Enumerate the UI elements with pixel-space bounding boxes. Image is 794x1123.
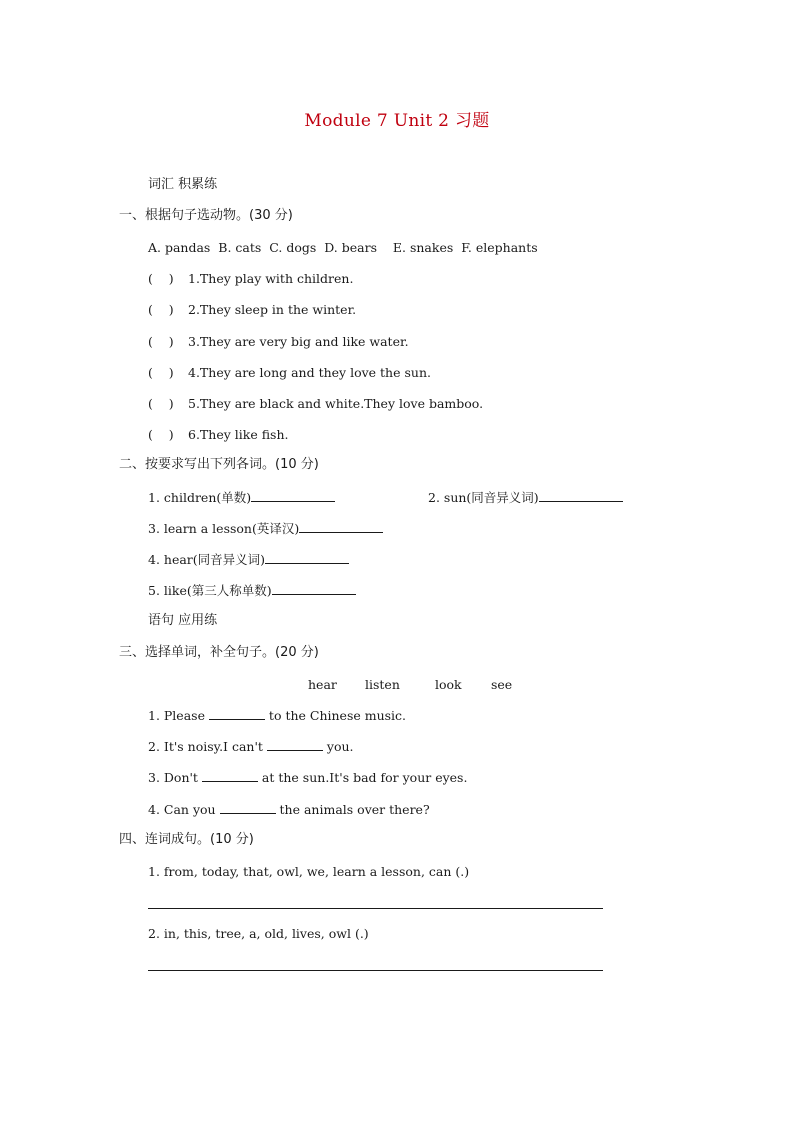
question-item: 2. It's noisy.I can't you. <box>148 739 354 754</box>
answer-paren[interactable]: ( ) <box>148 396 174 411</box>
answer-blank[interactable] <box>539 488 623 502</box>
section4-heading: 四、连词成句。(10 分) <box>119 832 254 847</box>
word-bank-see: see <box>491 677 513 692</box>
answer-blank[interactable] <box>267 737 323 751</box>
answer-line[interactable] <box>148 970 603 971</box>
question-item: ( ) 2.They sleep in the winter. <box>148 300 356 320</box>
answer-paren[interactable]: ( ) <box>148 365 174 380</box>
answer-blank[interactable] <box>209 706 265 720</box>
word-bank-look: look <box>435 677 462 692</box>
question-item: 1. Please to the Chinese music. <box>148 708 407 723</box>
question-item: ( ) 3.They are very big and like water. <box>148 332 409 352</box>
question-item: 2. sun(同音异义词) <box>428 488 623 508</box>
word-bank-hear: hear <box>308 677 337 692</box>
answer-paren[interactable]: ( ) <box>148 302 174 317</box>
section1-heading: 一、根据句子选动物。(30 分) <box>119 208 293 223</box>
answer-blank[interactable] <box>220 800 276 814</box>
question-item: 3. Don't at the sun.It's bad for your eyes. <box>148 770 468 785</box>
question-item: 3. learn a lesson(英译汉) <box>148 519 383 539</box>
part-label-vocab: 词汇 积累练 <box>148 177 218 192</box>
question-item: ( ) 5.They are black and white.They love bamboo. <box>148 394 483 414</box>
answer-blank[interactable] <box>272 581 356 595</box>
question-item: 2. in, this, tree, a, old, lives, owl (.) <box>148 926 369 941</box>
answer-line[interactable] <box>148 908 603 909</box>
section2-heading: 二、按要求写出下列各词。(10 分) <box>119 457 319 472</box>
answer-blank[interactable] <box>265 550 349 564</box>
part-label-sentence: 语句 应用练 <box>148 613 218 628</box>
question-item: ( ) 4.They are long and they love the sun. <box>148 363 431 383</box>
question-item: 1. children(单数) <box>148 488 335 508</box>
answer-paren[interactable]: ( ) <box>148 334 174 349</box>
answer-blank[interactable] <box>299 519 383 533</box>
question-item: 4. Can you the animals over there? <box>148 802 430 817</box>
question-item: 1. from, today, that, owl, we, learn a lesson, can (.) <box>148 864 470 879</box>
question-item: ( ) 6.They like fish. <box>148 425 288 445</box>
page-title: Module 7 Unit 2 习题 <box>304 111 490 131</box>
answer-paren[interactable]: ( ) <box>148 427 174 442</box>
question-item: ( ) 1.They play with children. <box>148 269 353 289</box>
answer-blank[interactable] <box>202 768 258 782</box>
section3-heading: 三、选择单词，补全句子。(20 分) <box>119 645 319 660</box>
section1-options: A. pandas B. cats C. dogs D. bears E. snakes F. elephants <box>148 240 538 255</box>
question-item: 5. like(第三人称单数) <box>148 581 356 601</box>
question-item: 4. hear(同音异义词) <box>148 550 349 570</box>
answer-paren[interactable]: ( ) <box>148 271 174 286</box>
answer-blank[interactable] <box>251 488 335 502</box>
word-bank-listen: listen <box>365 677 400 692</box>
